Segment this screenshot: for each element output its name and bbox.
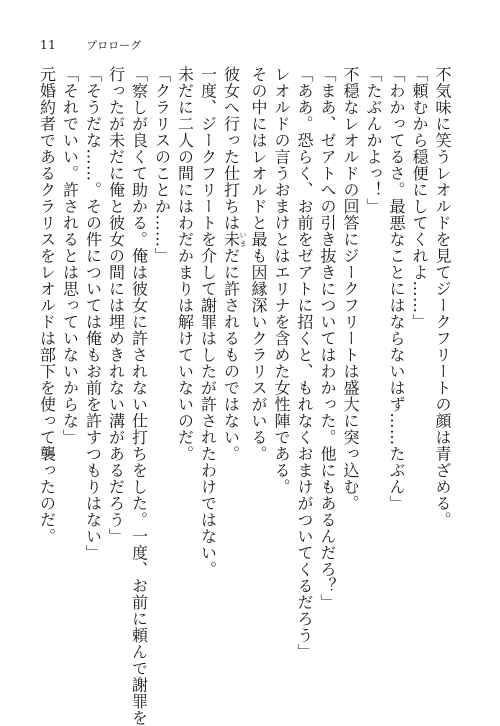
text-line: 不気味に笑うレオルドを見てジークフリートの顔は青ざめる。 (433, 66, 452, 528)
text-line: 「それでいい。許されるとは思っていないからな」 (60, 66, 80, 446)
body-text (37, 66, 454, 726)
text-line: 「たぶんかよっ！」 (364, 66, 383, 215)
ruby-reading: いま (239, 231, 247, 248)
text-line-with-ruby: 彼女へ行った仕打ちは未いまだに許されるものではない。 (221, 66, 247, 462)
text-line: 行ったが未だに俺と彼女の間には埋めきれない溝があるだろう」 (106, 66, 126, 545)
text-line: 不穏なレオルドの回答にジークフリートは盛大に突っ込む。 (341, 66, 360, 512)
ruby-annotation: 未いま (221, 231, 247, 248)
text-line: 「察しが良くて助かる。俺は彼女に許されない仕打ちをした。一度、お前に頼んで謝罪を (129, 66, 149, 726)
page-header (40, 38, 141, 53)
text-line: 「クラリスのことか……」 (152, 66, 172, 264)
page-number: 11 (40, 38, 57, 52)
text-line: 「まあ、ゼアトへの引き抜きについてはわかった。他にもあるんだろ？」 (318, 66, 337, 611)
text-line: 「頼むから穏便にしてくれよ……」 (410, 66, 429, 330)
text-line: レオルドの言うおまけとはエリナを含めた女性陣である。 (272, 66, 291, 495)
text-line: その中にはレオルドと最も因縁深いクラリスがいる。 (249, 66, 268, 462)
text-line: 「そうだな……。その件については俺もお前を許すつもりはない」 (83, 66, 103, 561)
text-line: 「ああ。恐らく、お前をゼアトに招くと、もれなくおまけがついてくるだろう」 (295, 66, 314, 660)
text-line: 未だに二人の間にはわだかまりは解けていないのだ。 (175, 66, 195, 462)
text-line: 一度、ジークフリートを介して謝罪はしたが許されたわけではない。 (198, 66, 218, 578)
text-line: 「わかってるさ。最悪なことにはならないはず……たぶん」 (387, 66, 406, 512)
chapter-title: プロローグ (86, 39, 142, 52)
text-line: 元婚約者であるクラリスをレオルドは部下を使って襲ったのだ。 (37, 66, 57, 545)
